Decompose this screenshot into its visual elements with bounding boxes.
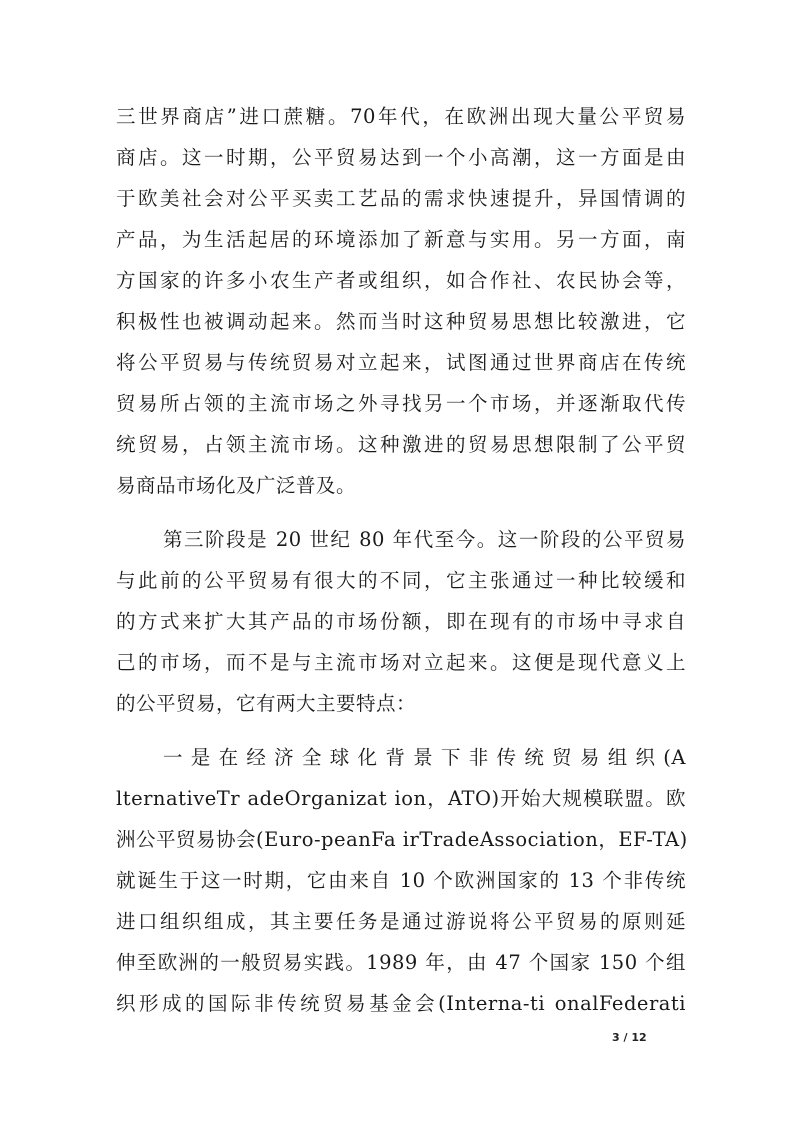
text-line-21: 伸至欧洲的一般贸易实践。1989 年，由 47 个国家 150 个组 [116,951,686,974]
text-line-20: 进口组织组成，其主要任务是通过游说将公平贸易的原则延 [116,910,686,933]
text-line-7: 将公平贸易与传统贸易对立起来，试图通过世界商店在传统 [116,351,686,374]
text-line-14: 己的市场，而不是与主流市场对立起来。这便是现代意义上 [116,651,686,674]
text-line-8: 贸易所占领的主流市场之外寻找另一个市场，并逐渐取代传 [116,392,686,415]
text-line-17: lternativeTr adeOrganizat ion，ATO)开始大规模联盟。欧 [116,787,686,810]
text-line-22: 织形成的国际非传统贸易基金会(Interna-ti onalFederati [116,992,686,1015]
text-line-2: 商店。这一时期，公平贸易达到一个小高潮，这一方面是由 [116,146,686,169]
text-line-3: 于欧美社会对公平买卖工艺品的需求快速提升，异国情调的 [116,187,686,210]
text-line-9: 统贸易，占领主流市场。这种激进的贸易思想限制了公平贸 [116,433,686,456]
text-line-1: 三世界商店”进口蔗糖。70年代，在欧洲出现大量公平贸易 [116,105,686,128]
text-line-6: 积极性也被调动起来。然而当时这种贸易思想比较激进，它 [116,310,686,333]
text-line-5: 方国家的许多小农生产者或组织，如合作社、农民协会等， [116,269,686,292]
text-line-12: 与此前的公平贸易有很大的不同，它主张通过一种比较缓和 [116,569,686,592]
text-line-19: 就诞生于这一时期，它由来自 10 个欧洲国家的 13 个非传统 [116,869,686,892]
text-line-4: 产品，为生活起居的环境添加了新意与实用。另一方面，南 [116,228,686,251]
text-line-10: 易商品市场化及广泛普及。 [116,474,357,497]
text-line-15: 的公平贸易，它有两大主要特点： [116,692,417,715]
paragraph-stage-three-line-1: 第三阶段是 20 世纪 80 年代至今。这一阶段的公平贸易 [163,528,686,551]
page-number: 3 / 12 [612,1031,647,1044]
text-line-13: 的方式来扩大其产品的市场份额，即在现有的市场中寻求自 [116,610,686,633]
text-line-18: 洲公平贸易协会(Euro-peanFa irTradeAssociation，EF-TA) [116,828,688,851]
paragraph-feature-one-line-1: 一是在经济全球化背景下非传统贸易组织(A [163,746,686,769]
